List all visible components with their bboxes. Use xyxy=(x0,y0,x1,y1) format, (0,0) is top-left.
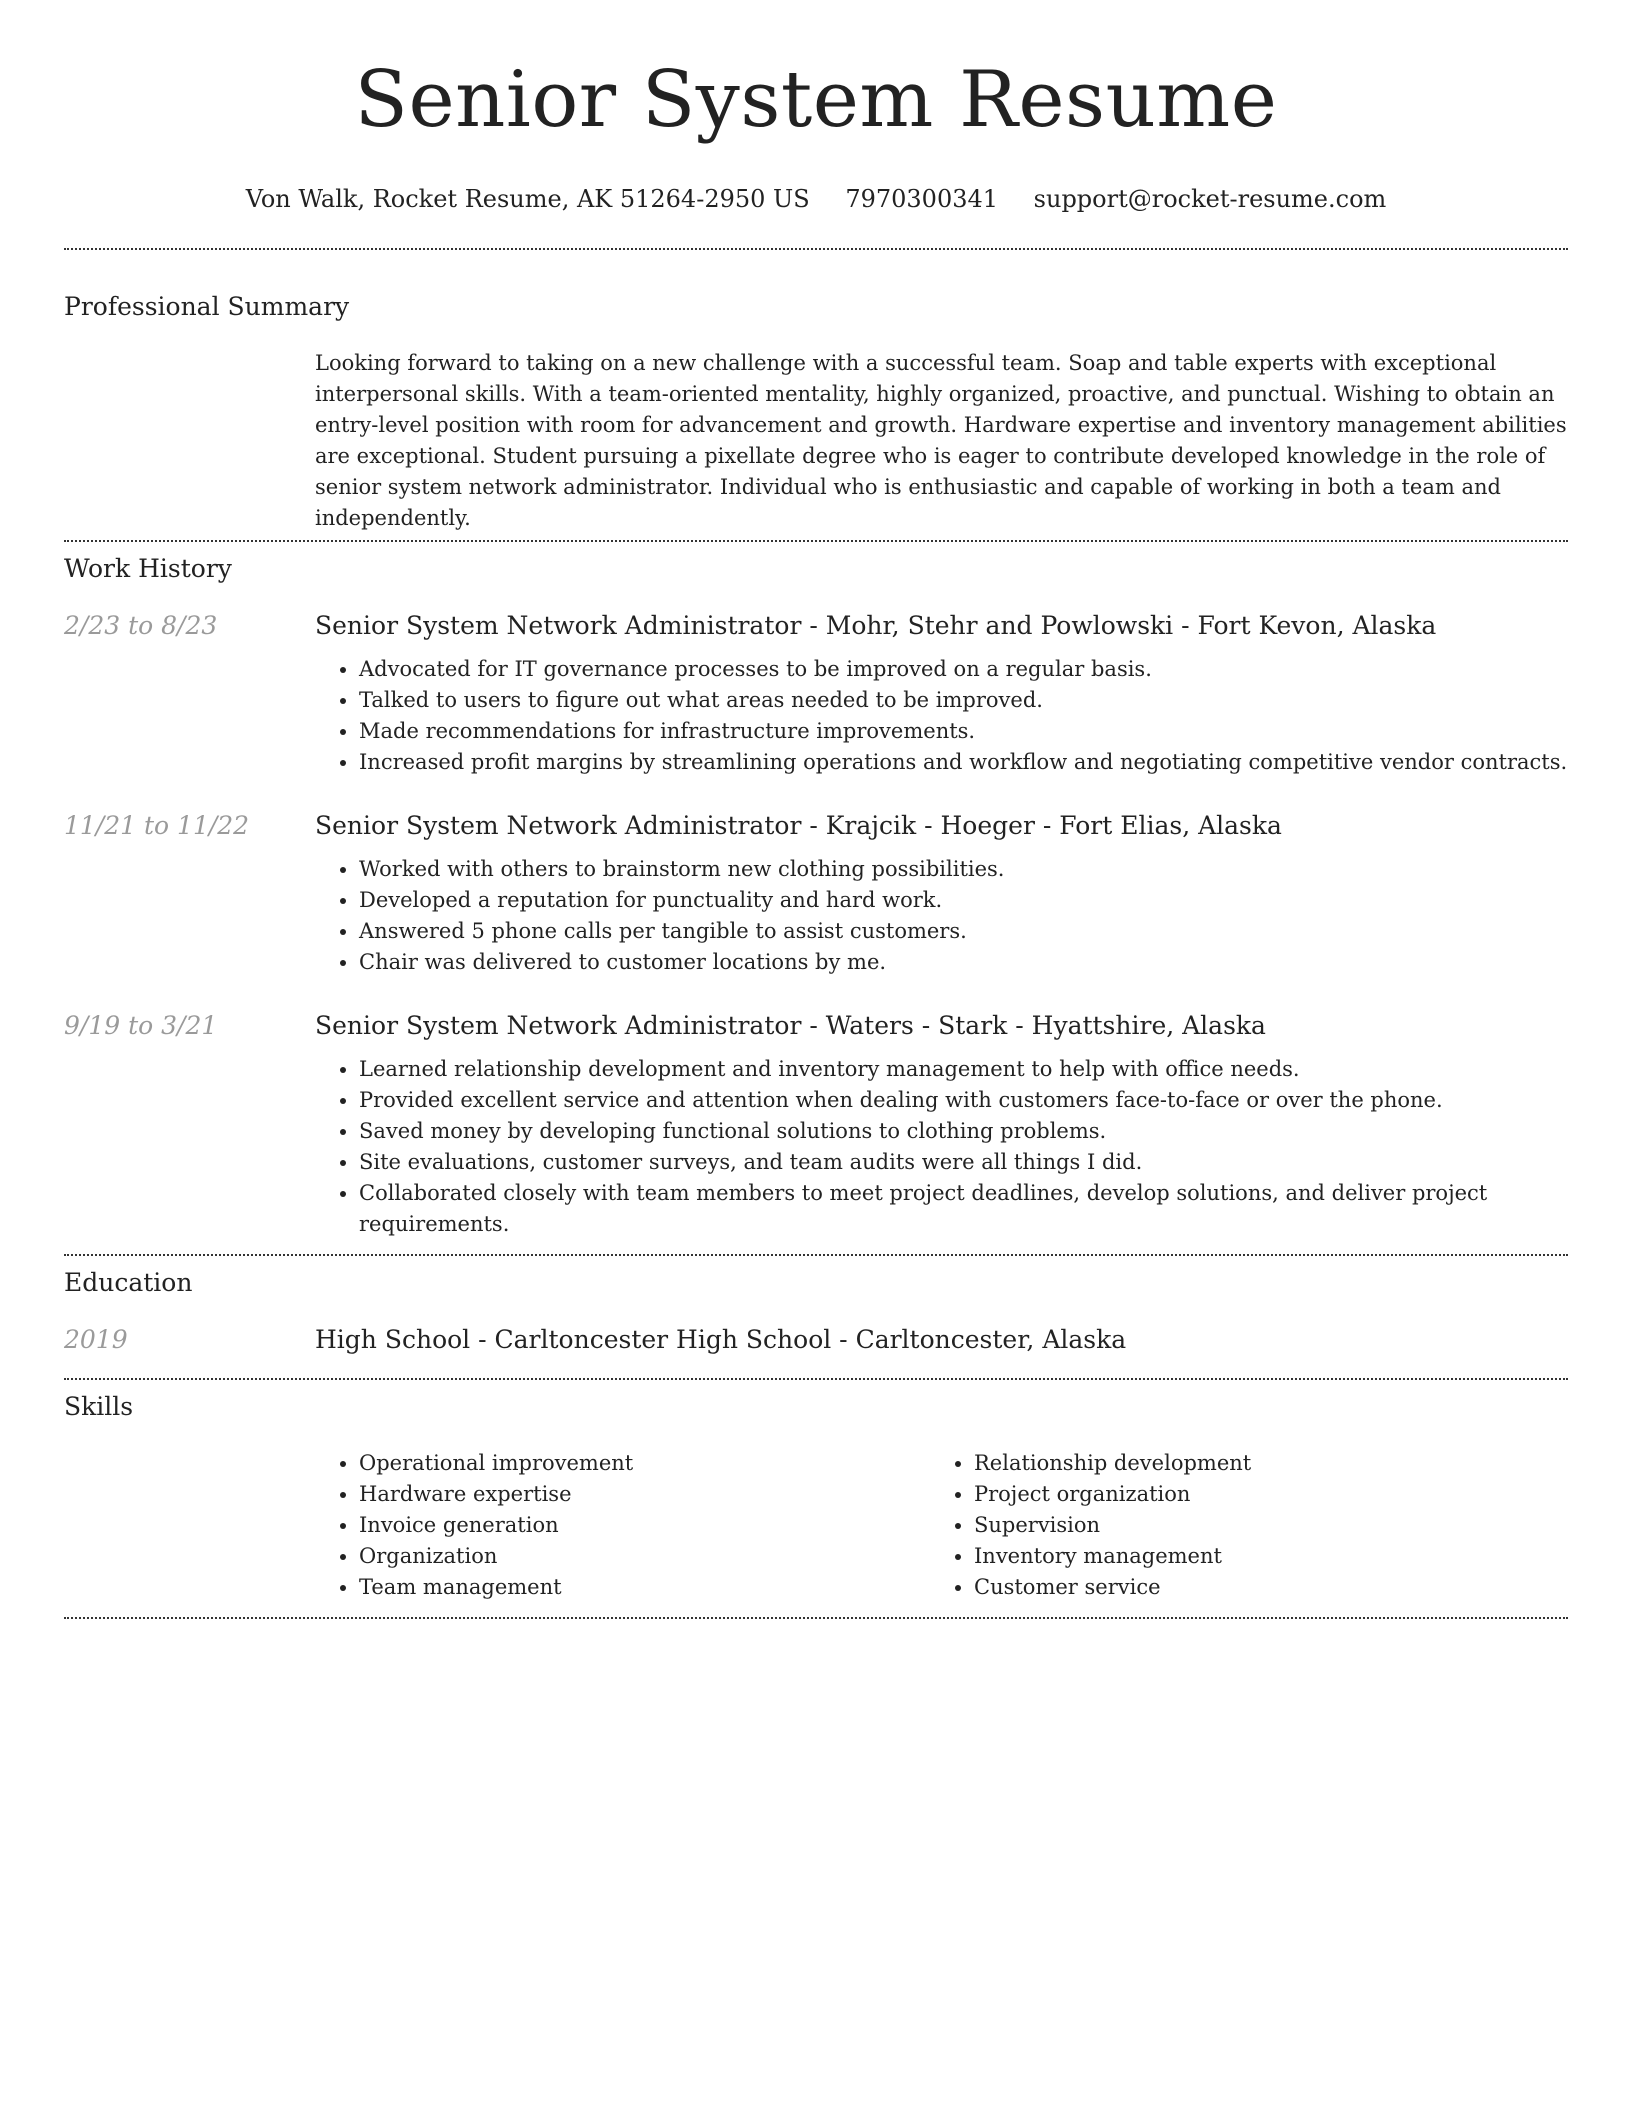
job-entry xyxy=(64,1010,1568,1240)
divider xyxy=(64,1378,1568,1380)
job-bullet: • Made recommendations for infrastructure improvements. xyxy=(359,716,1568,747)
job-bullet: • Advocated for IT governance processes to be improved on a regular basis. xyxy=(359,654,1568,685)
job-bullet: • Increased profit margins by streamlining operations and workflow and negotiating competitive vendor contracts. xyxy=(359,747,1568,778)
skill-item: • Inventory management xyxy=(974,1541,1530,1572)
job-bullet: • Worked with others to brainstorm new clothing possibilities. xyxy=(359,854,1568,885)
job-bullets xyxy=(315,854,1568,978)
job-dates: 2/23 to 8/23 xyxy=(64,611,218,640)
skills-list-left xyxy=(315,1448,930,1603)
job-bullet: • Answered 5 phone calls per tangible to assist customers. xyxy=(359,916,1568,947)
job-entry xyxy=(64,610,1568,778)
skill-item: • Operational improvement xyxy=(359,1448,930,1479)
job-bullet: • Saved money by developing functional solutions to clothing problems. xyxy=(359,1116,1568,1147)
skill-item: • Relationship development xyxy=(974,1448,1530,1479)
job-entry xyxy=(64,810,1568,978)
skills-list-right xyxy=(930,1448,1530,1603)
job-bullet: • Chair was delivered to customer locations by me. xyxy=(359,947,1568,978)
section-title-education: Education xyxy=(64,1268,193,1297)
education-entry xyxy=(64,1324,1568,1356)
resume-name: Senior System Resume xyxy=(354,55,1278,145)
summary-text: Looking forward to taking on a new challenge with a successful team. Soap and table experts with exceptional interpersonal skills. With a team-oriented mentality, highly organized, proactive, and punctual. Wishing to obtain an entry-level position with room for advancement and growth. Hardware expertise and inventory management abilities are exceptional. Student pursuing a pixellate degree who is eager to contribute developed knowledge in the role of senior system network administrator. Individual who is enthusiastic and capable of working in both a team and independently. xyxy=(315,351,1567,530)
skill-item: • Supervision xyxy=(974,1510,1530,1541)
job-bullet: • Provided excellent service and attention when dealing with customers face-to-face or over the phone. xyxy=(359,1085,1568,1116)
section-title-skills: Skills xyxy=(64,1392,134,1421)
job-heading: Senior System Network Administrator - Waters - Stark - Hyattshire, Alaska xyxy=(315,1011,1266,1040)
skill-item: • Project organization xyxy=(974,1479,1530,1510)
skill-item: • Customer service xyxy=(974,1572,1530,1603)
job-heading: Senior System Network Administrator - Mohr, Stehr and Powlowski - Fort Kevon, Alaska xyxy=(315,611,1437,640)
skill-item: • Hardware expertise xyxy=(359,1479,930,1510)
resume-page xyxy=(64,0,1568,1619)
job-bullet: • Talked to users to figure out what areas needed to be improved. xyxy=(359,685,1568,716)
divider xyxy=(64,248,1568,250)
section-title-summary: Professional Summary xyxy=(64,292,350,321)
divider xyxy=(64,1617,1568,1619)
section-title-work: Work History xyxy=(64,554,232,583)
education-heading: High School - Carltoncester High School - Carltoncester, Alaska xyxy=(315,1325,1127,1354)
skill-item: • Organization xyxy=(359,1541,930,1572)
job-bullet: • Collaborated closely with team members to meet project deadlines, develop solutions, and deliver project requirements. xyxy=(359,1178,1568,1240)
divider xyxy=(64,540,1568,542)
contact-address: Von Walk, Rocket Resume, AK 51264-2950 US xyxy=(245,185,810,213)
job-bullet: • Learned relationship development and inventory management to help with office needs. xyxy=(359,1054,1568,1085)
skill-item: • Team management xyxy=(359,1572,930,1603)
divider xyxy=(64,1254,1568,1256)
job-dates: 9/19 to 3/21 xyxy=(64,1011,218,1040)
job-heading: Senior System Network Administrator - Krajcik - Hoeger - Fort Elias, Alaska xyxy=(315,811,1282,840)
job-bullets xyxy=(315,1054,1568,1240)
contact-phone: 7970300341 xyxy=(845,185,999,213)
education-year: 2019 xyxy=(64,1325,128,1354)
job-bullet: • Site evaluations, customer surveys, and team audits were all things I did. xyxy=(359,1147,1568,1178)
contact-email: support@rocket-resume.com xyxy=(1033,185,1387,213)
job-dates: 11/21 to 11/22 xyxy=(64,811,250,840)
contact-line xyxy=(64,184,1568,214)
job-bullet: • Developed a reputation for punctuality and hard work. xyxy=(359,885,1568,916)
skills-grid xyxy=(315,1448,1568,1603)
skill-item: • Invoice generation xyxy=(359,1510,930,1541)
job-bullets xyxy=(315,654,1568,778)
